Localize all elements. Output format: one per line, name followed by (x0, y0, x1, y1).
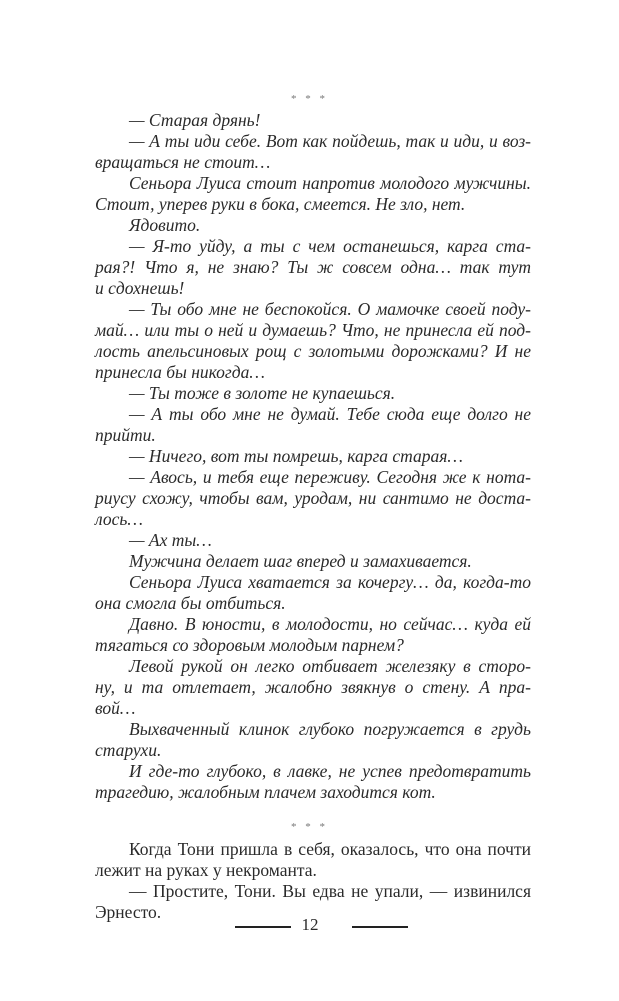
text-line: — Ах ты… (129, 530, 212, 550)
text-line: — Я-то уйду, а ты с чем останешься, карга ста- (129, 236, 531, 256)
text-line: — А ты иди себе. Вот как пойдешь, так и иди, и воз- (129, 131, 531, 151)
text-line: и сдохнешь! (95, 278, 185, 298)
text-line: — Простите, Тони. Вы едва не упали, — извинился (129, 881, 531, 901)
text-line: лось… (95, 509, 143, 529)
text-line: Эрнесто. (95, 902, 162, 922)
text-line: вой… (95, 698, 136, 718)
text-line: Давно. В юности, в молодости, но сейчас… куда ей (129, 614, 531, 634)
page-number-rule-left (235, 926, 291, 928)
text-line: риусу схожу, чтобы вам, уродам, ни сантимо не доста- (95, 488, 531, 508)
text-line: Левой рукой он легко отбивает железяку в сторо- (129, 656, 531, 676)
text-line: — А ты обо мне не думай. Тебе сюда еще долго не (129, 404, 531, 424)
text-line: — Авось, и тебя еще переживу. Сегодня же к нота- (129, 467, 531, 487)
text-line: вращаться не стоит… (95, 152, 271, 172)
text-line: трагедию, жалобным плачем заходится кот. (95, 782, 436, 802)
text-line: — Ты тоже в золоте не купаешься. (129, 383, 396, 403)
page-number: 12 (301, 915, 319, 934)
text-line: рая?! Что я, не знаю? Ты ж совсем одна… так тут (95, 257, 531, 277)
text-line: май… или ты о ней и думаешь? Что, не принесла ей под- (95, 320, 531, 340)
text-line: Ядовито. (129, 215, 201, 235)
page-number-rule-right (352, 926, 408, 928)
text-line: — Ничего, вот ты помрешь, карга старая… (129, 446, 463, 466)
text-line: прийти. (95, 425, 156, 445)
text-line: — Ты обо мне не беспокойся. О мамочке своей поду- (129, 299, 531, 319)
text-line: старухи. (95, 740, 162, 760)
text-line: тягаться со здоровым молодым парнем? (95, 635, 404, 655)
text-line: лость апельсиновых рощ с золотыми дорожками? И не (95, 341, 531, 361)
text-line: Стоит, уперев руки в бока, смеется. Не зло, нет. (95, 194, 466, 214)
section-separator: * * * (291, 93, 328, 105)
text-line: Когда Тони пришла в себя, оказалось, что она почти (129, 839, 531, 859)
text-line: Сеньора Луиса хватается за кочергу… да, когда-то (129, 572, 531, 592)
text-line: Сеньора Луиса стоит напротив молодого мужчины. (129, 173, 531, 193)
text-line: ну, и та отлетает, жалобно звякнув о стену. А пра- (95, 677, 531, 697)
text-line: лежит на руках у некроманта. (95, 860, 317, 880)
text-line: — Старая дрянь! (129, 110, 261, 130)
text-line: Мужчина делает шаг вперед и замахивается. (129, 551, 472, 571)
text-line: Выхваченный клинок глубоко погружается в грудь (129, 719, 531, 739)
text-line: принесла бы никогда… (95, 362, 265, 382)
text-line: она смогла бы отбиться. (95, 593, 286, 613)
text-line: И где-то глубоко, в лавке, не успев предотвратить (129, 761, 531, 781)
section-separator: * * * (291, 821, 328, 833)
